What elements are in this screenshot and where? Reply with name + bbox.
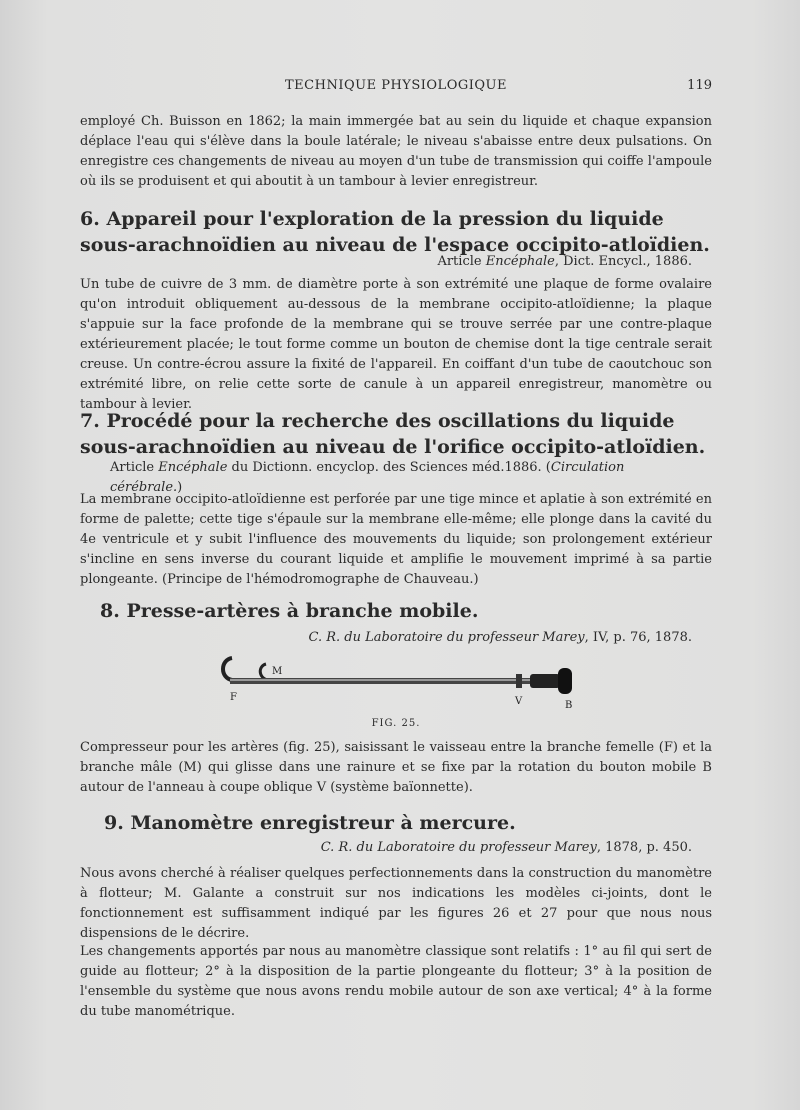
ref-suffix: , Dict. Encycl., 1886. — [554, 254, 692, 269]
section-8-heading: 8. Presse-artères à branche mobile. — [100, 600, 479, 622]
page-number: 119 — [687, 78, 712, 93]
figure-25-artery-clamp — [210, 650, 600, 710]
section-7-heading: 7. Procédé pour la recherche des oscillations du liquide sous-arachnoïdien au niveau de l'orifice occipito-atloïdien. — [80, 410, 706, 458]
intro-paragraph: employé Ch. Buisson en 1862; la main immergée bat au sein du liquide et chaque expansion déplace l'eau qui s'élève dans la boule latérale; le niveau s'abaisse entre deux pulsations. On enregistre ces changements de niveau au moyen d'un tube de transmission qui coiffe l'ampoule où ils se produisent et qui aboutit à un tambour à levier enregistreur. — [80, 114, 712, 189]
ref-prefix: Article — [437, 254, 486, 269]
section-9-body-1: Nous avons cherché à réaliser quelques perfectionnements dans la construction du manomètre à flotteur; M. Galante a construit sur nos indications les modèles ci-joints, dont le fonctionnement est suffisamment indiqué par les figures 26 et 27 pour que nous nous dispensions de le décrire. — [80, 866, 712, 941]
label-B: B — [565, 700, 573, 710]
section-6-heading: 6. Appareil pour l'exploration de la pression du liquide sous-arachnoïdien au niveau de l'espace occipito-atloïdien. — [80, 208, 710, 256]
section-7-body: La membrane occipito-atloïdienne est perforée par une tige mince et aplatie à son extrémité en forme de palette; cette tige s'épaule sur la membrane elle-même; elle plonge dans la cavité du 4e ventricule et y subit l'influence des mouvements du liquide; son prolongement extérieur s'incline en sens inverse du courant liquide et amplifie le mouvement imprimé à sa partie plongeante. (Principe de l'hémodromographe de Chauveau.) — [80, 492, 712, 587]
ref-suffix: , IV, p. 76, 1878. — [584, 630, 692, 645]
section-8-body: Compresseur pour les artères (fig. 25), saisissant le vaisseau entre la branche femelle (F) et la branche mâle (M) qui glisse dans une rainure et se fixe par la rotation du bouton mobile B autour de l'anneau à coupe oblique V (système baïonnette). — [80, 740, 712, 795]
figure-caption: FIG. 25. — [371, 718, 421, 729]
ref-suffix: du Dictionn. encyclop. des Sciences méd.1886. ( — [227, 460, 551, 475]
artery-clamp-illustration — [210, 650, 600, 710]
label-M: M — [272, 666, 283, 677]
section-9-heading: 9. Manomètre enregistreur à mercure. — [104, 812, 516, 834]
header-title: TECHNIQUE PHYSIOLOGIQUE — [285, 78, 507, 93]
ref-italic: C. R. du Laboratoire du professeur Marey — [308, 630, 585, 645]
section-6-body: Un tube de cuivre de 3 mm. de diamètre porte à son extrémité une plaque de forme ovalaire qu'on introduit obliquement au-dessous de la membrane occipito-atloïdienne; la plaque s'appuie sur la face profonde de la membrane qui se trouve serrée par une contre-plaque extérieurement placée; le tout forme comme un bouton de chemise dont la tige centrale serait creuse. Un contre-écrou assure la fixité de l'appareil. En coiffant d'un tube de caoutchouc son extrémité libre, on relie cette sorte de canule à un appareil enregistreur, manomètre ou tambour à levier. — [80, 277, 712, 412]
ref-prefix: Article — [110, 460, 159, 475]
section-6-reference — [80, 252, 692, 272]
ref-end: ) — [177, 480, 183, 495]
running-header — [80, 78, 712, 98]
ref-suffix: , 1878, p. 450. — [596, 840, 692, 855]
section-8-reference — [80, 628, 692, 648]
ref-italic-2: Circulation cérébrale. — [110, 460, 625, 495]
ref-italic: C. R. du Laboratoire du professeur Marey — [320, 840, 597, 855]
section-9-reference — [80, 838, 692, 858]
ref-italic: Encéphale — [485, 254, 555, 269]
label-F: F — [230, 692, 237, 703]
ref-italic: Encéphale — [158, 460, 228, 475]
section-9-body-2: Les changements apportés par nous au manomètre classique sont relatifs : 1° au fil qui sert de guide au flotteur; 2° à la disposition de la partie plongeante du flotteur; 3° à la position de l'ensemble du système que nous avons rendu mobile autour de son axe vertical; 4° à la forme du tube manométrique. — [80, 944, 712, 1019]
label-V: V — [515, 696, 523, 707]
